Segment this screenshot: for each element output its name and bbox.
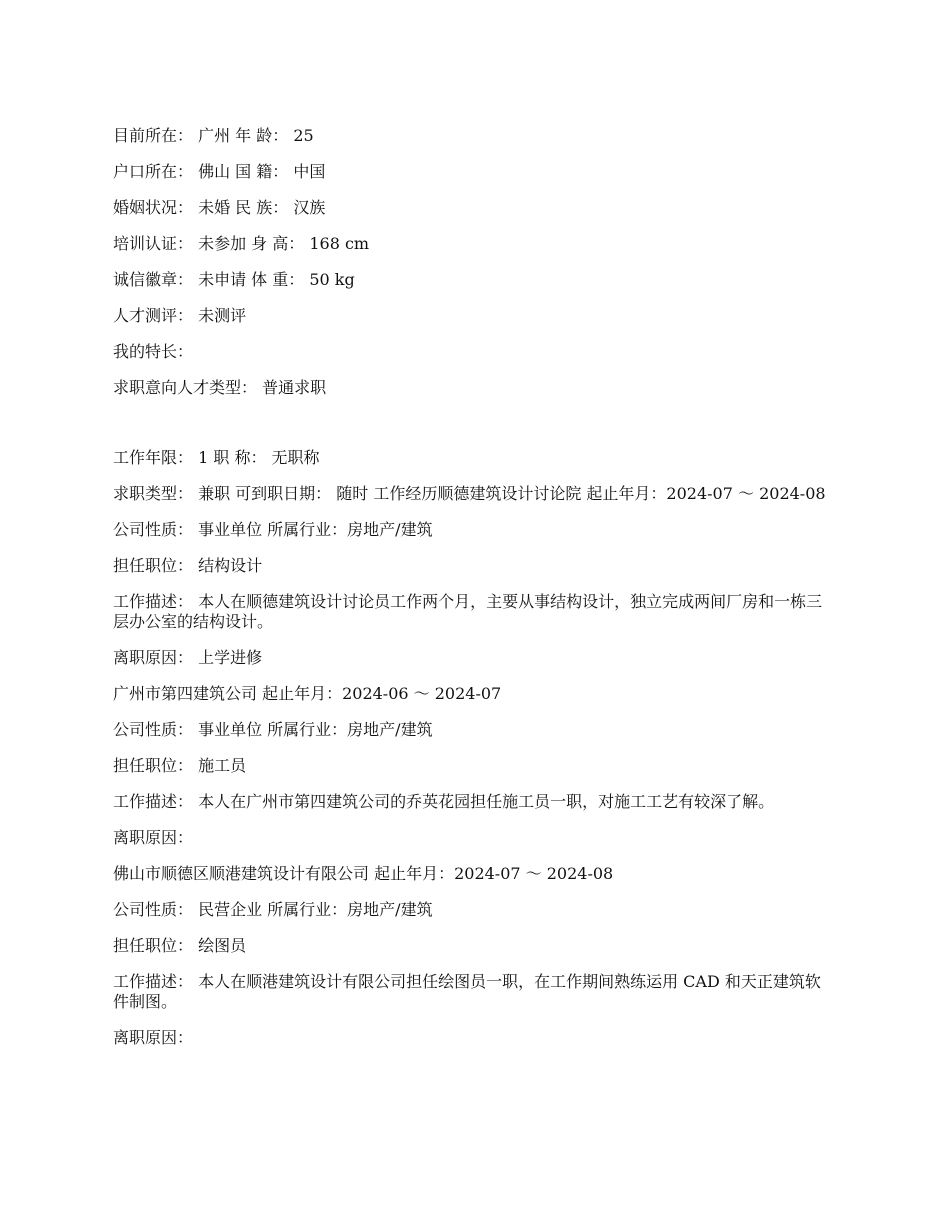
job-description-line-2: 工作描述： 本人在广州市第四建筑公司的乔英花园担任施工员一职，对施工工艺有较深了解。 xyxy=(113,792,775,811)
training-height-line: 培训认证： 未参加 身 高： 168 cm xyxy=(113,234,370,253)
company-nature-line-1: 公司性质： 事业单位 所属行业：房地产/建筑 xyxy=(113,520,433,539)
marital-ethnicity-line: 婚姻状况： 未婚 民 族： 汉族 xyxy=(113,198,326,217)
talent-assessment-line: 人才测评： 未测评 xyxy=(113,306,247,325)
resume-document xyxy=(113,126,833,1064)
job-description-line-1: 工作描述： 本人在顺德建筑设计讨论员工作两个月，主要从事结构设计，独立完成两间厂房和一栋三层办公室的结构设计。 xyxy=(113,592,823,631)
job-description-line-3: 工作描述： 本人在顺港建筑设计有限公司担任绘图员一职，在工作期间熟练运用 CAD 和天正建筑软件制图。 xyxy=(113,972,821,1011)
company-period-line-2: 广州市第四建筑公司 起止年月：2024-06 ～ 2024-07 xyxy=(113,684,502,703)
section-spacer xyxy=(113,414,833,448)
company-period-line-3: 佛山市顺德区顺港建筑设计有限公司 起止年月：2024-07 ～ 2024-08 xyxy=(113,864,614,883)
position-line-1: 担任职位： 结构设计 xyxy=(113,556,263,575)
basic-info-section xyxy=(113,126,833,398)
position-line-3: 担任职位： 绘图员 xyxy=(113,936,247,955)
job-intent-type-line: 求职意向人才类型： 普通求职 xyxy=(113,378,327,397)
current-location-age-line: 目前所在： 广州 年 龄： 25 xyxy=(113,126,314,145)
work-experience-section xyxy=(113,448,833,1048)
integrity-weight-line: 诚信徽章： 未申请 体 重： 50 kg xyxy=(113,270,355,289)
company-nature-line-3: 公司性质： 民营企业 所属行业：房地产/建筑 xyxy=(113,900,433,919)
leave-reason-line-3: 离职原因： xyxy=(113,1028,194,1047)
position-line-2: 担任职位： 施工员 xyxy=(113,756,247,775)
work-years-title-line: 工作年限： 1 职 称： 无职称 xyxy=(113,448,320,467)
company-nature-line-2: 公司性质： 事业单位 所属行业：房地产/建筑 xyxy=(113,720,433,739)
job-type-experience-line: 求职类型： 兼职 可到职日期： 随时 工作经历顺德建筑设计讨论院 起止年月：2024-07 ～ 2024-08 xyxy=(113,484,826,503)
specialty-line: 我的特长： xyxy=(113,342,194,361)
leave-reason-line-1: 离职原因： 上学进修 xyxy=(113,648,263,667)
household-nationality-line: 户口所在： 佛山 国 籍： 中国 xyxy=(113,162,326,181)
leave-reason-line-2: 离职原因： xyxy=(113,828,194,847)
